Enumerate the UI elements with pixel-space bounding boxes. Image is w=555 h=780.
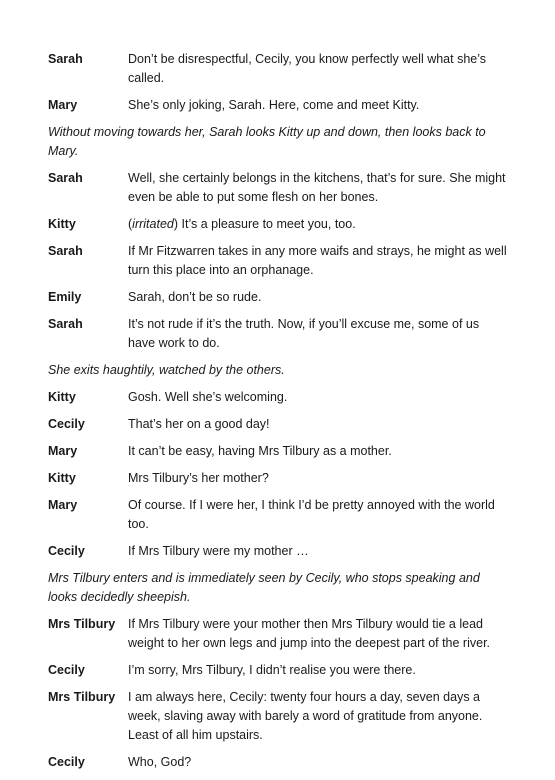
dialogue-line — [48, 661, 508, 680]
speaker-name: Sarah — [48, 171, 83, 185]
speaker-name: Cecily — [48, 544, 85, 558]
dialogue-line — [48, 169, 508, 207]
dialogue-line — [48, 315, 508, 353]
dialogue-line — [48, 496, 508, 534]
speaker-name: Kitty — [48, 471, 76, 485]
dialogue-text: Sarah, don’t be so rude. — [128, 290, 262, 304]
dialogue-text-rest: It’s a pleasure to meet you, too. — [178, 217, 356, 231]
stage-direction: Mrs Tilbury enters and is immediately seen by Cecily, who stops speaking and looks decidedly sheepish. — [48, 571, 480, 604]
dialogue-text: Don’t be disrespectful, Cecily, you know perfectly well what she’s called. — [128, 52, 487, 85]
dialogue-text: Well, she certainly belongs in the kitchens, that’s for sure. She might even be able to put some flesh on her bones. — [128, 171, 506, 204]
dialogue-text: Mrs Tilbury’s her mother? — [128, 471, 269, 485]
dialogue-line — [48, 215, 508, 234]
dialogue-line — [48, 469, 508, 488]
dialogue-line — [48, 415, 508, 434]
stage-direction: Without moving towards her, Sarah looks Kitty up and down, then looks back to Mary. — [48, 125, 486, 158]
dialogue-line — [48, 688, 508, 745]
speaker-name: Sarah — [48, 317, 83, 331]
parenthetical: irritated — [132, 217, 174, 231]
dialogue-text: That’s her on a good day! — [128, 417, 270, 431]
dialogue-text: I’m sorry, Mrs Tilbury, I didn’t realise you were there. — [128, 663, 416, 677]
dialogue-text: Of course. If I were her, I think I’d be pretty annoyed with the world too. — [128, 498, 495, 531]
speaker-name: Mary — [48, 98, 78, 112]
dialogue-text: I am always here, Cecily: twenty four hours a day, seven days a week, slaving away with barely a word of gratitude from anyone. Least of all him upstairs. — [128, 690, 483, 742]
dialogue-text: Who, God? — [128, 755, 192, 769]
speaker-name: Sarah — [48, 52, 83, 66]
speaker-name: Mary — [48, 498, 78, 512]
speaker-name: Mary — [48, 444, 78, 458]
script-page — [48, 50, 508, 780]
dialogue-text: It’s not rude if it’s the truth. Now, if you’ll excuse me, some of us have work to do. — [128, 317, 480, 350]
dialogue-text: She’s only joking, Sarah. Here, come and meet Kitty. — [128, 98, 420, 112]
dialogue-text: (irritated) It’s a pleasure to meet you, too. — [128, 217, 356, 231]
dialogue-line — [48, 50, 508, 88]
speaker-name: Mrs Tilbury — [48, 617, 116, 631]
dialogue-line — [48, 288, 508, 307]
dialogue-text: It can’t be easy, having Mrs Tilbury as a mother. — [128, 444, 392, 458]
dialogue-text: If Mrs Tilbury were my mother … — [128, 544, 309, 558]
dialogue-text: Gosh. Well she’s welcoming. — [128, 390, 288, 404]
speaker-name: Emily — [48, 290, 82, 304]
stage-direction: She exits haughtily, watched by the others. — [48, 363, 285, 377]
dialogue-line — [48, 96, 508, 115]
speaker-name: Sarah — [48, 244, 83, 258]
dialogue-line — [48, 615, 508, 653]
speaker-name: Kitty — [48, 217, 76, 231]
speaker-name: Mrs Tilbury — [48, 690, 116, 704]
dialogue-line — [48, 753, 508, 772]
speaker-name: Cecily — [48, 417, 85, 431]
dialogue-line — [48, 542, 508, 561]
dialogue-text: If Mrs Tilbury were your mother then Mrs Tilbury would tie a lead weight to her own legs and jump into the deepest part of the river. — [128, 617, 491, 650]
speaker-name: Cecily — [48, 755, 85, 769]
dialogue-line — [48, 388, 508, 407]
dialogue-line — [48, 442, 508, 461]
speaker-name: Kitty — [48, 390, 76, 404]
speaker-name: Cecily — [48, 663, 85, 677]
dialogue-line — [48, 242, 508, 280]
dialogue-text: If Mr Fitzwarren takes in any more waifs and strays, he might as well turn this place into an orphanage. — [128, 244, 507, 277]
